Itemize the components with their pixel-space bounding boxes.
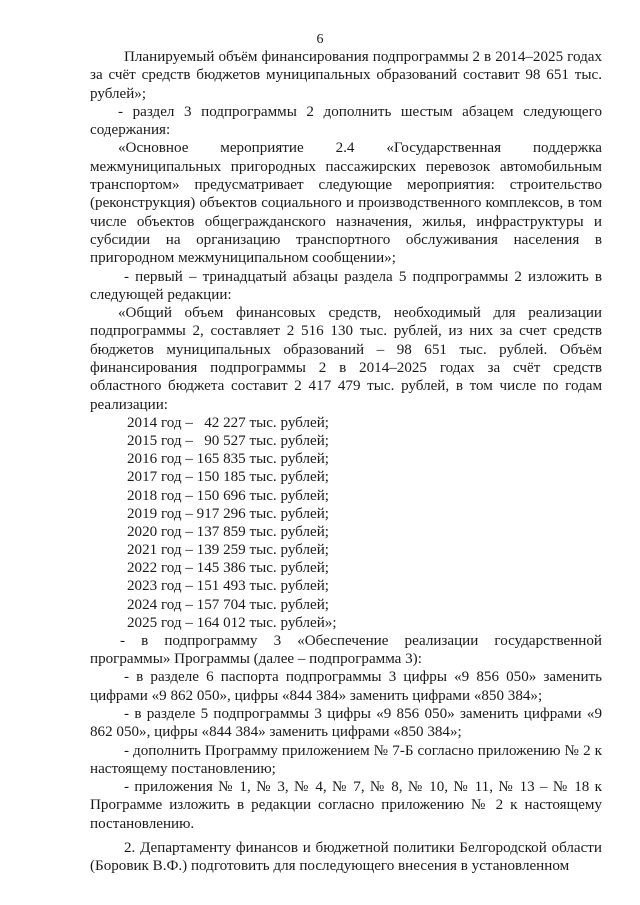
paragraph-subprogram3: - в подпрограмму 3 «Обеспечение реализации государственной программы» Программы (далее – подпрограмма 3): <box>90 632 602 668</box>
list-item: 2021 год – 139 259 тыс. рублей; <box>127 542 329 559</box>
document-body <box>90 48 602 876</box>
paragraph-total-financing: «Общий объем финансовых средств, необходимый для реализации подпрограммы 2, составляет 2 516 130 тыс. рублей, из них за счет средств бюджетов муниципальных образований – 98 651 тыс. рублей. Объём финансирования подпрограммы 2 в 2014–2025 годах за счёт средств областного бюджета составит 2 417 479 тыс. рублей, в том числе по годам реализации: <box>90 305 602 413</box>
list-item: 2024 год – 157 704 тыс. рублей; <box>127 596 329 613</box>
list-item: 2022 год – 145 386 тыс. рублей; <box>127 560 329 577</box>
paragraph-finance-department: 2. Департаменту финансов и бюджетной политики Белгородской области (Боровик В.Ф.) подготовить для последующего внесения в установленном <box>90 840 602 875</box>
paragraph-section5-amend: - первый – тринадцатый абзацы раздела 5 подпрограммы 2 изложить в следующей редакции: <box>90 268 602 303</box>
paragraph-passport-section6: - в разделе 6 паспорта подпрограммы 3 цифры «9 856 050» заменить цифрами «9 862 050», цифры «844 384» заменить цифрами «850 384»; <box>90 669 602 704</box>
list-item: 2019 год – 917 296 тыс. рублей; <box>127 505 329 522</box>
list-item: 2023 год – 151 493 тыс. рублей; <box>127 578 329 595</box>
paragraph-section5-subprogram3: - в разделе 5 подпрограммы 3 цифры «9 856 050» заменить цифрами «9 862 050», цифры «844 384» заменить цифрами «850 384»; <box>90 706 602 741</box>
paragraph-appendix-7b: - дополнить Программу приложением № 7-Б согласно приложению № 2 к настоящему постановлению; <box>90 742 602 777</box>
list-item: 2014 год – 42 227 тыс. рублей; <box>127 414 329 431</box>
paragraph-appendices: - приложения № 1, № 3, № 4, № 7, № 8, № 10, № 11, № 13 – № 18 к Программе изложить в редакции согласно приложению № 2 к настоящему постановлению. <box>90 779 602 832</box>
list-item: 2025 год – 164 012 тыс. рублей»; <box>127 614 337 631</box>
list-item: 2015 год – 90 527 тыс. рублей; <box>127 433 329 450</box>
list-item: 2018 год – 150 696 тыс. рублей; <box>127 487 329 504</box>
paragraph-financing-volume: Планируемый объём финансирования подпрограммы 2 в 2014–2025 годах за счёт средств бюджетов муниципальных образований составит 98 651 тыс. рублей»; <box>90 49 602 102</box>
list-item: 2016 год – 165 835 тыс. рублей; <box>127 451 329 468</box>
paragraph-section3-amend: - раздел 3 подпрограммы 2 дополнить шестым абзацем следующего содержания: <box>90 103 602 139</box>
list-item: 2017 год – 150 185 тыс. рублей; <box>127 469 329 486</box>
page-number: 6 <box>316 32 324 47</box>
list-item: 2020 год – 137 859 тыс. рублей; <box>127 523 329 540</box>
paragraph-main-activity: «Основное мероприятие 2.4 «Государственная поддержка межмуниципальных пригородных пассажирских перевозок автомобильным транспортом» предусматривает следующие мероприятия: строительство (реконструкция) объектов социального и производственного комплексов, в том числе объектов общегражданского назначения, жилья, инфраструктуры и субсидии на организацию транспортного обслуживания населения в пригородном межмуниципальном сообщении»; <box>90 140 602 267</box>
yearly-financing-list <box>90 414 602 632</box>
